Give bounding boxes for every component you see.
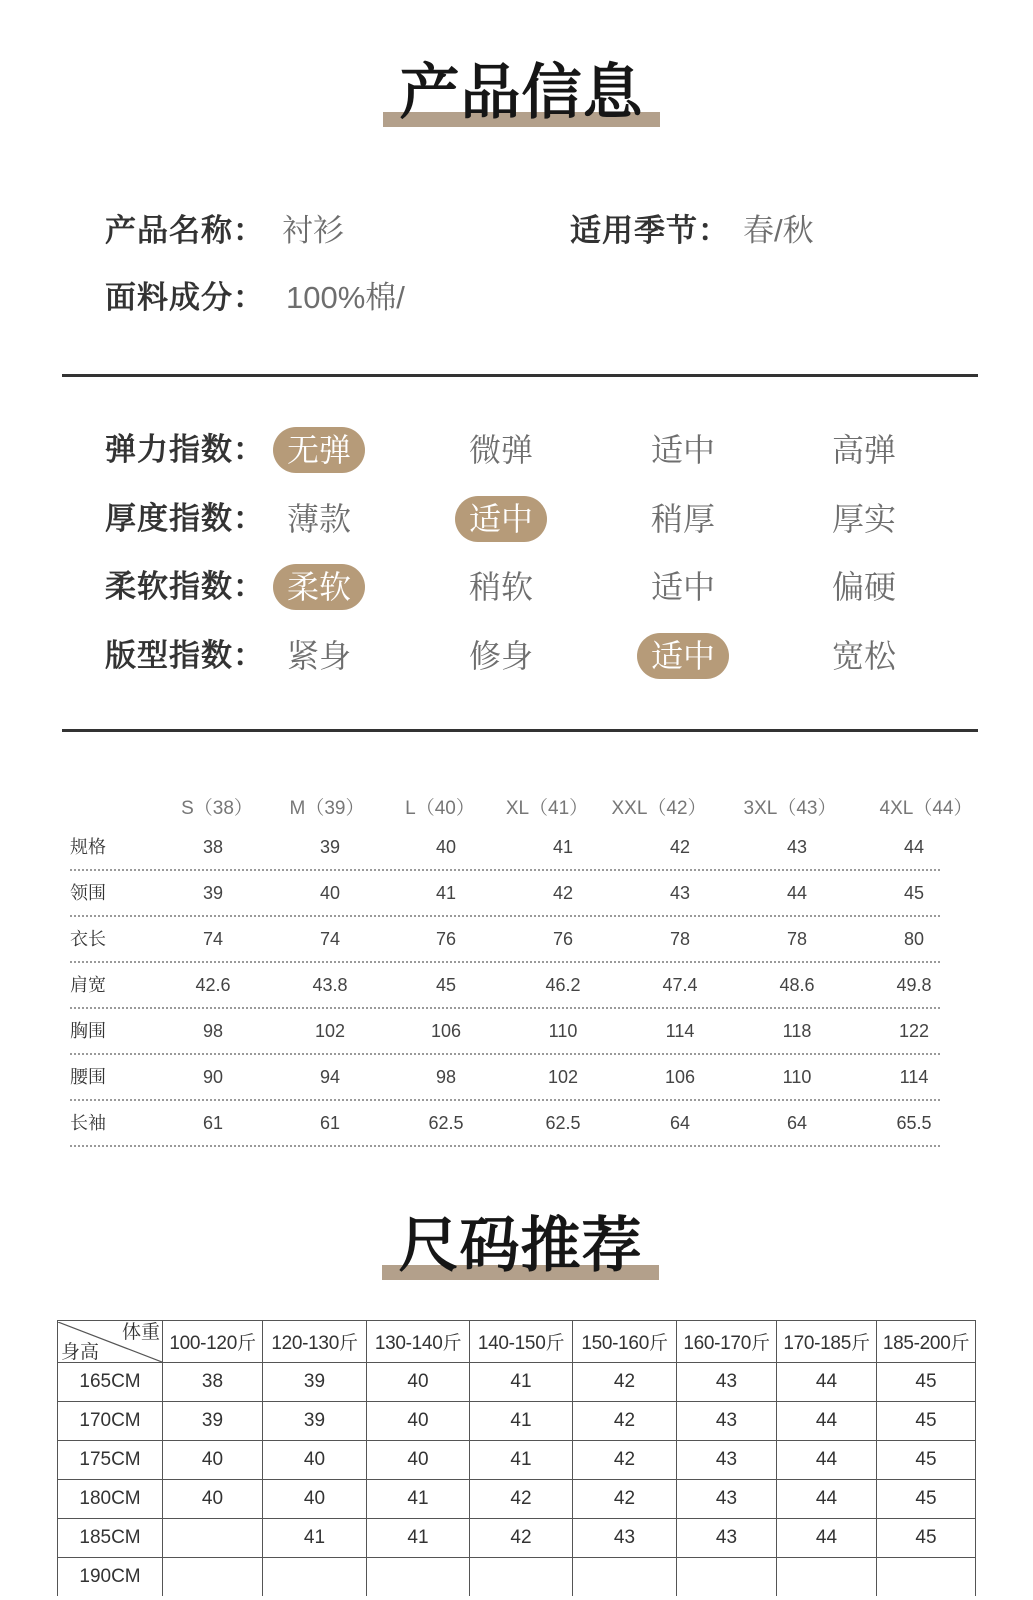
size-cell: 40 [263, 1441, 367, 1480]
size-cell: 45 [877, 1519, 976, 1558]
size-value: 43 [669, 883, 691, 903]
size-cell: 44 [777, 1363, 877, 1402]
size-value: 64 [786, 1113, 808, 1133]
size-cell: 43 [677, 1519, 777, 1558]
size-cell: 42 [573, 1402, 677, 1441]
size-value: 106 [430, 1021, 462, 1041]
size-value: 76 [552, 929, 574, 949]
size-cell [573, 1558, 677, 1596]
size-cell: 44 [777, 1402, 877, 1441]
size-cell [677, 1558, 777, 1596]
size-value: 102 [314, 1021, 346, 1041]
size-value: 49.8 [896, 975, 932, 995]
size-value: 65.5 [896, 1113, 932, 1133]
size-cell: 42 [573, 1363, 677, 1402]
season-label: 适用季节： [570, 213, 730, 248]
index-option: 无弹 [273, 427, 365, 473]
size-cell: 41 [263, 1519, 367, 1558]
size-cell: 38 [163, 1363, 263, 1402]
size-value: 61 [319, 1113, 341, 1133]
product-info-title: 产品信息 [399, 59, 644, 126]
size-cell: 43 [677, 1480, 777, 1519]
size-cell: 40 [367, 1363, 470, 1402]
size-row-label: 腰围 [70, 1067, 106, 1087]
section-divider [62, 374, 978, 377]
size-cell: 44 [777, 1519, 877, 1558]
index-option: 稍厚 [650, 501, 715, 537]
season-value: 春/秋 [743, 213, 814, 248]
size-cell: 45 [877, 1402, 976, 1441]
size-cell: 40 [163, 1480, 263, 1519]
size-value: 102 [547, 1067, 579, 1087]
size-cell: 42 [470, 1519, 573, 1558]
size-chart-row [70, 1009, 940, 1055]
size-value: 110 [782, 1067, 812, 1087]
size-cell: 42 [573, 1480, 677, 1519]
height-axis-label: 身高 [61, 1341, 100, 1363]
elasticity-index-row [105, 427, 955, 473]
size-value: 62.5 [428, 1113, 464, 1133]
index-option: 宽松 [831, 638, 896, 674]
size-value: 40 [435, 837, 457, 857]
index-label: 版型指数： [105, 638, 265, 673]
size-value: 39 [319, 837, 341, 857]
size-value: 38 [202, 837, 224, 857]
table-row [58, 1519, 976, 1558]
index-option: 适中 [455, 496, 547, 542]
size-row-label: 衣长 [70, 929, 106, 949]
size-value: 80 [903, 929, 925, 949]
size-value: 98 [435, 1067, 457, 1087]
size-header-cell: L（40） [405, 798, 475, 819]
index-option: 厚实 [831, 501, 896, 537]
index-option: 适中 [650, 432, 715, 468]
size-header-cell: S（38） [181, 798, 253, 819]
size-cell [163, 1558, 263, 1596]
size-row-label: 肩宽 [70, 975, 106, 995]
size-header-cell: XL（41） [505, 798, 589, 819]
height-cell: 185CM [58, 1519, 163, 1558]
height-cell: 170CM [58, 1402, 163, 1441]
size-cell: 42 [573, 1441, 677, 1480]
size-value: 74 [202, 929, 224, 949]
size-value: 114 [665, 1021, 695, 1041]
size-row-label: 胸围 [70, 1021, 106, 1041]
fabric-label: 面料成分： [105, 280, 265, 315]
size-chart [70, 825, 940, 1147]
size-value: 122 [898, 1021, 930, 1041]
size-value: 41 [552, 837, 574, 857]
size-cell: 43 [677, 1402, 777, 1441]
size-value: 44 [786, 883, 808, 903]
size-chart-row [70, 871, 940, 917]
size-value: 45 [435, 975, 457, 995]
size-value: 47.4 [662, 975, 698, 995]
size-value: 64 [669, 1113, 691, 1133]
size-value: 42.6 [195, 975, 231, 995]
index-option: 稍软 [468, 569, 533, 605]
size-value: 62.5 [545, 1113, 581, 1133]
index-option: 适中 [650, 569, 715, 605]
size-cell: 44 [777, 1441, 877, 1480]
weight-range-header: 170-185斤 [777, 1321, 877, 1363]
size-cell: 44 [777, 1480, 877, 1519]
size-value: 78 [669, 929, 691, 949]
size-cell [367, 1558, 470, 1596]
size-cell: 40 [367, 1441, 470, 1480]
size-value: 45 [903, 883, 925, 903]
size-cell: 41 [367, 1480, 470, 1519]
product-name-label: 产品名称： [105, 213, 265, 248]
weight-range-header: 150-160斤 [573, 1321, 677, 1363]
size-value: 118 [782, 1021, 812, 1041]
index-option: 修身 [468, 638, 533, 674]
index-option: 薄款 [286, 501, 351, 537]
size-header-cell: M（39） [289, 798, 365, 819]
size-row-label: 领围 [70, 883, 106, 903]
fit-index-row [105, 633, 955, 679]
size-cell: 43 [677, 1441, 777, 1480]
index-option: 微弹 [468, 432, 533, 468]
size-value: 106 [664, 1067, 696, 1087]
size-value: 43 [786, 837, 808, 857]
size-chart-row [70, 963, 940, 1009]
size-cell: 40 [163, 1441, 263, 1480]
table-row [58, 1558, 976, 1596]
weight-range-header: 140-150斤 [470, 1321, 573, 1363]
height-cell: 165CM [58, 1363, 163, 1402]
index-option: 偏硬 [831, 569, 896, 605]
size-cell: 45 [877, 1480, 976, 1519]
size-chart-row [70, 825, 940, 871]
size-cell: 42 [470, 1480, 573, 1519]
size-chart-row [70, 917, 940, 963]
size-cell: 39 [163, 1402, 263, 1441]
size-recommendation-table [57, 1320, 976, 1596]
weight-range-header: 100-120斤 [163, 1321, 263, 1363]
height-cell: 190CM [58, 1558, 163, 1596]
weight-range-header: 130-140斤 [367, 1321, 470, 1363]
section-divider [62, 729, 978, 732]
size-cell: 40 [263, 1480, 367, 1519]
size-value: 44 [903, 837, 925, 857]
table-row [58, 1480, 976, 1519]
height-cell: 180CM [58, 1480, 163, 1519]
size-cell: 39 [263, 1402, 367, 1441]
size-row-label: 规格 [70, 837, 106, 857]
size-cell: 41 [470, 1441, 573, 1480]
size-value: 40 [319, 883, 341, 903]
size-value: 42 [669, 837, 691, 857]
size-value: 110 [548, 1021, 578, 1041]
table-row [58, 1363, 976, 1402]
table-header-row [58, 1321, 976, 1363]
size-cell: 41 [367, 1519, 470, 1558]
index-label: 厚度指数： [105, 501, 265, 536]
index-option: 适中 [637, 633, 729, 679]
size-value: 46.2 [545, 975, 581, 995]
size-cell: 45 [877, 1363, 976, 1402]
size-cell [777, 1558, 877, 1596]
size-chart-header [0, 797, 1033, 821]
size-value: 114 [899, 1067, 929, 1087]
size-value: 98 [202, 1021, 224, 1041]
size-cell [163, 1519, 263, 1558]
size-value: 94 [319, 1067, 341, 1087]
table-corner-cell [58, 1321, 163, 1363]
size-value: 90 [202, 1067, 224, 1087]
height-cell: 175CM [58, 1441, 163, 1480]
weight-range-header: 160-170斤 [677, 1321, 777, 1363]
thickness-index-row [105, 496, 955, 542]
size-value: 78 [786, 929, 808, 949]
size-cell: 43 [573, 1519, 677, 1558]
size-header-cell: 3XL（43） [743, 798, 837, 819]
size-cell: 41 [470, 1363, 573, 1402]
index-label: 柔软指数： [105, 569, 265, 604]
size-cell: 39 [263, 1363, 367, 1402]
product-name-value: 衬衫 [282, 213, 344, 248]
size-value: 42 [552, 883, 574, 903]
size-recommendation-title: 尺码推荐 [398, 1212, 643, 1279]
table-row [58, 1402, 976, 1441]
size-value: 76 [435, 929, 457, 949]
size-cell [470, 1558, 573, 1596]
size-cell: 45 [877, 1441, 976, 1480]
size-value: 74 [319, 929, 341, 949]
weight-range-header: 120-130斤 [263, 1321, 367, 1363]
index-option: 柔软 [273, 564, 365, 610]
size-cell: 43 [677, 1363, 777, 1402]
index-option: 高弹 [831, 432, 896, 468]
size-cell: 40 [367, 1402, 470, 1441]
size-cell [263, 1558, 367, 1596]
size-row-label: 长袖 [70, 1113, 106, 1133]
table-row [58, 1441, 976, 1480]
size-chart-row [70, 1101, 940, 1147]
size-cell [877, 1558, 976, 1596]
index-option: 紧身 [286, 638, 351, 674]
size-chart-row [70, 1055, 940, 1101]
size-header-cell: XXL（42） [611, 798, 707, 819]
weight-axis-label: 体重 [121, 1321, 160, 1343]
size-value: 61 [202, 1113, 224, 1133]
size-value: 41 [435, 883, 457, 903]
size-value: 39 [202, 883, 224, 903]
index-label: 弹力指数： [105, 432, 265, 467]
weight-range-header: 185-200斤 [877, 1321, 976, 1363]
size-value: 48.6 [779, 975, 815, 995]
fabric-value: 100%棉/ [286, 280, 405, 315]
size-header-cell: 4XL（44） [879, 798, 973, 819]
softness-index-row [105, 564, 955, 610]
size-value: 43.8 [312, 975, 348, 995]
size-cell: 41 [470, 1402, 573, 1441]
